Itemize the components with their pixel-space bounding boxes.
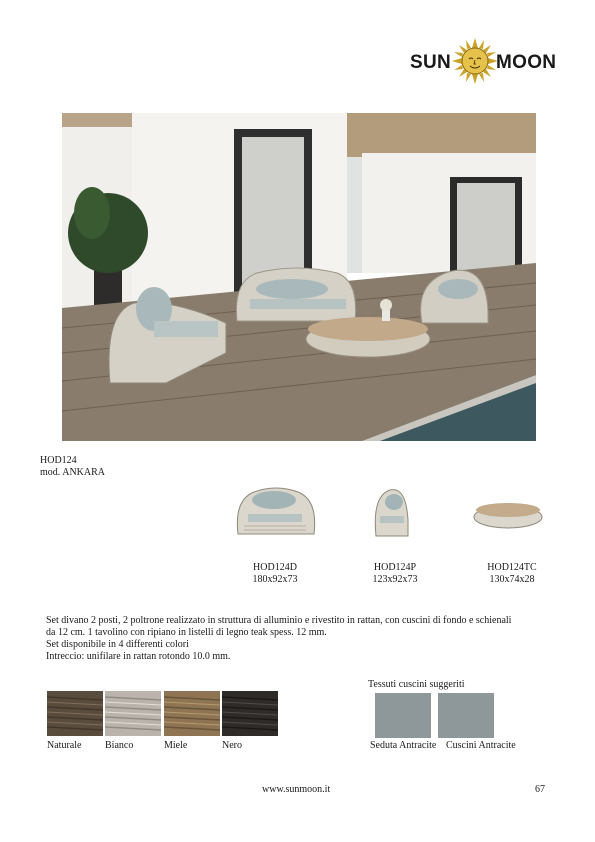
armchair-image (372, 486, 410, 538)
fabric-seduta-antracite (375, 693, 431, 738)
swatch-label-naturale: Naturale (47, 740, 82, 751)
website-link[interactable]: www.sunmoon.it (262, 784, 331, 795)
item-size-hod124tc: 130x74x28 (489, 574, 535, 585)
fabric-cuscini-antracite (438, 693, 494, 738)
fabrics-title: Tessuti cuscini suggeriti (368, 679, 465, 690)
product-description (46, 615, 561, 663)
brand-logo (404, 38, 557, 88)
sun-moon-face-icon (452, 38, 498, 84)
coffee-table-image (472, 497, 544, 531)
swatch-bianco (105, 691, 161, 736)
sofa-2-seater-image (232, 482, 318, 542)
brand-left-word: SUN (410, 52, 452, 73)
swatch-label-nero: Nero (222, 740, 242, 751)
description-line: Set divano 2 posti, 2 poltrone realizzato in struttura di alluminio e rivestito in rattan, con cuscini di fondo e schienali (46, 615, 512, 626)
swatch-label-miele: Miele (164, 740, 188, 751)
swatch-naturale (47, 691, 103, 736)
description-line: Intreccio: unifilare in rattan rotondo 10.0 mm. (46, 651, 231, 662)
fabric-label-seduta: Seduta Antracite (370, 740, 437, 751)
brand-right-word: MOON (496, 52, 557, 73)
page-number: 67 (535, 784, 545, 795)
swatch-nero (222, 691, 278, 736)
product-code: HOD124 (40, 455, 77, 466)
swatch-label-bianco: Bianco (105, 740, 134, 751)
item-code-hod124tc: HOD124TC (487, 562, 537, 573)
fabric-label-cuscini: Cuscini Antracite (446, 740, 516, 751)
item-size-hod124d: 180x92x73 (252, 574, 298, 585)
product-model-name: mod. ANKARA (40, 467, 106, 478)
hero-image (62, 113, 536, 441)
swatch-miele (164, 691, 220, 736)
description-line: da 12 cm. 1 tavolino con ripiano in listelli di legno teak spess. 12 mm. (46, 627, 327, 638)
item-size-hod124p: 123x92x73 (372, 574, 418, 585)
item-code-hod124p: HOD124P (373, 562, 417, 573)
description-line: Set disponibile in 4 differenti colori (46, 639, 189, 650)
item-code-hod124d: HOD124D (253, 562, 297, 573)
